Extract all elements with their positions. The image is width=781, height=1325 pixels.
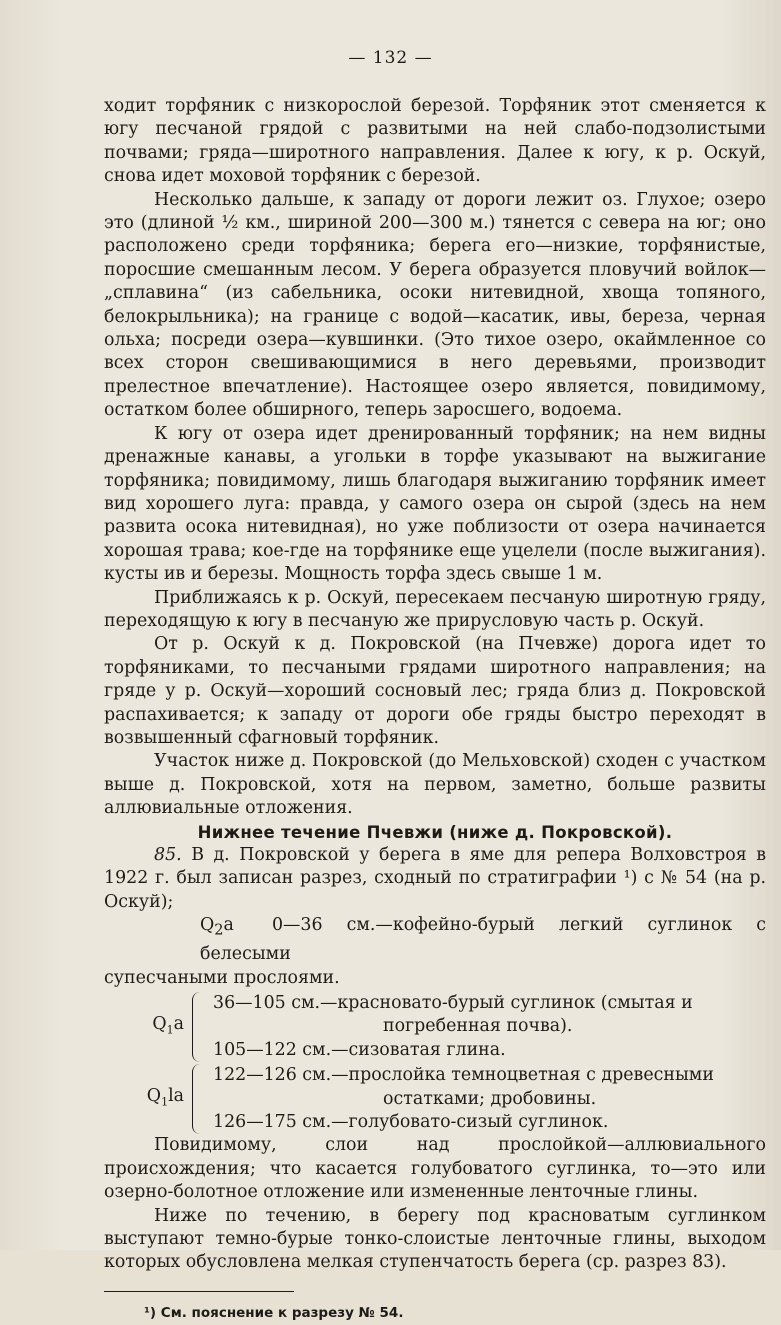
label-suffix: a bbox=[223, 915, 234, 936]
section-paragraph bbox=[104, 844, 766, 914]
stratum-q1a bbox=[104, 992, 766, 1062]
paragraph: Несколько дальше, к западу от дороги лежит оз. Глухое; озеро это (длиной ½ км., шириной 200—300 м.) тянется с севера на юг; оно расположено среди торфяника; берега его—низкие, торфянистые, поросшие смешанным лесом. У берега образуется пловучий войлок—„сплавина“ (из сабельника, осоки нитевидной, хвоща топяного, белокрыльника); на границе с водой—касатик, ивы, береза, черная ольха; посреди озера—кувшинки. (Это тихое озеро, окаймленное со всех сторон свешивающимися в него деревьями, производит прелестное впечатление). Настоящее озеро является, повидимому, остатком более обширного, теперь заросшего, водоема. bbox=[104, 189, 766, 421]
section-text: В д. Покровской у берега в яме для репера Волховстроя в 1922 г. был записан разрез, сходный по стратиграфии ¹) с № 54 (на р. Оскуй); bbox=[104, 845, 766, 912]
stratum-label bbox=[200, 915, 234, 939]
stratum-line: 122—126 см.—прослойка темноцветная с древесными bbox=[213, 1065, 714, 1086]
stratum-q2a bbox=[104, 914, 766, 966]
label-sub: 1 bbox=[166, 1023, 174, 1037]
paragraph: К югу от озера идет дренированный торфяник; на нем видны дренажные канавы, а угольки в торфе указывают на выжигание торфяника; повидимому, лишь благодаря выжиганию торфяник имеет вид хорошего луга: правда, у самого озера он сырой (здесь на нем развита осока нитевидная), но уже поблизости от озера начинается хорошая трава; кое-где на торфянике еще уцелели (после выжигания). кусты ив и березы. Мощность торфа здесь свыше 1 м. bbox=[104, 423, 766, 585]
label-main: Q bbox=[200, 915, 215, 936]
stratum-line: 0—36 см.—кофейно-бурый легкий суглинок с белесыми bbox=[200, 915, 767, 965]
stratum-line: погребенная почва). bbox=[383, 1016, 573, 1037]
strata-list bbox=[104, 914, 766, 1134]
brace bbox=[192, 992, 207, 1062]
stratum-lines bbox=[213, 992, 766, 1062]
paragraph: Приближаясь к р. Оскуй, пересекаем песчаную широтную гряду, переходящую к югу в песчаную же прирусловую часть р. Оскуй. bbox=[104, 587, 766, 631]
stratum-line: остатками; дробовины. bbox=[383, 1088, 597, 1109]
paragraph: От р. Оскуй к д. Покровской (на Пчевже) дорога идет то торфяниками, то песчаными грядами широтного направления; на гряде у р. Оскуй—хороший сосновый лес; гряда близ д. Покровской распахивается; к западу от дороги обе гряды быстро переходят в возвышенный сфагновый торфяник. bbox=[104, 634, 766, 748]
brace bbox=[192, 1064, 207, 1134]
label-sub: 2 bbox=[214, 922, 224, 939]
paragraph: Повидимому, слои над прослойкой—аллювиального происхождения; что касается голубоватого суглинка, то—это или озерно-болотное отложение или измененные ленточные глины. bbox=[104, 1135, 766, 1203]
label-suffix: la bbox=[168, 1085, 184, 1106]
footnote-rule bbox=[104, 1291, 294, 1292]
label-main: Q bbox=[146, 1085, 162, 1106]
stratum-q1la bbox=[104, 1064, 766, 1134]
stratum-line: 126—175 см.—голубовато-сизый суглинок. bbox=[213, 1111, 609, 1132]
paragraph: ходит торфяник с низкорослой березой. Торфяник этот сменяется к югу песчаной грядой с развитыми на ней слабо-подзолистыми почвами; гряда—широтного направления. Далее к югу, к р. Оскуй, снова идет моховой торфяник с березой. bbox=[104, 96, 766, 187]
stratum-line: 36—105 см.—красновато-бурый суглинок (смытая и bbox=[213, 992, 693, 1013]
section-number: 85. bbox=[154, 845, 182, 865]
section-heading: Нижнее течение Пчевжи (ниже д. Покровской). bbox=[197, 822, 673, 842]
stratum-label bbox=[104, 1013, 192, 1042]
label-sub: 1 bbox=[161, 1095, 169, 1109]
paragraph: Ниже по течению, в берегу под красноватым суглинком выступают темно-бурые тонко-слоистые ленточные глины, выходом которых обусловлена мелкая ступенчатость берега (ср. разрез 83). bbox=[104, 1205, 766, 1273]
stratum-line-cont: супесчаными прослоями. bbox=[104, 967, 340, 988]
paragraph: Участок ниже д. Покровской (до Мельховской) сходен с участком выше д. Покровской, хотя на первом, заметно, больше развиты аллювиальные отложения. bbox=[104, 751, 766, 819]
footnote: ¹) См. пояснение к разрезу № 54. bbox=[144, 1304, 404, 1321]
page-number: — 132 — bbox=[348, 48, 433, 68]
stratum-label bbox=[104, 1085, 192, 1114]
page-body bbox=[104, 95, 766, 1325]
stratum-line: 105—122 см.—сизоватая глина. bbox=[213, 1039, 506, 1060]
stratum-lines bbox=[213, 1064, 766, 1134]
label-main: Q bbox=[152, 1013, 167, 1034]
label-suffix: a bbox=[173, 1013, 184, 1034]
